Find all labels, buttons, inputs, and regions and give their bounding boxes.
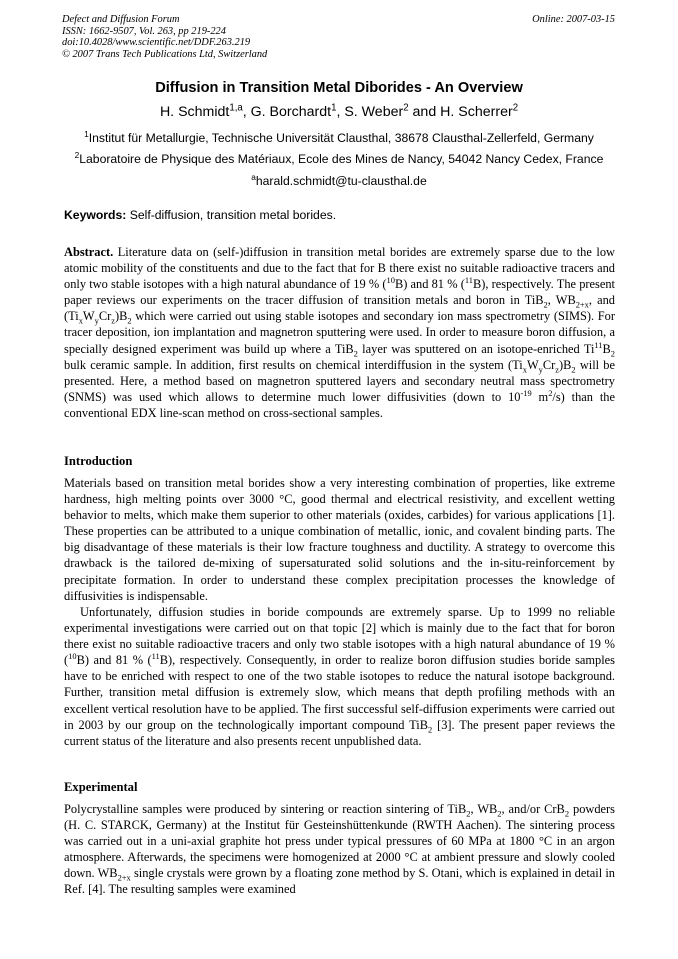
paragraph-text: , WB <box>470 802 498 816</box>
journal-header <box>62 14 615 60</box>
affiliation-mark: 2 <box>74 149 80 160</box>
paragraph-text: B) and 81 % ( <box>76 653 152 668</box>
subscript: 2 <box>564 808 570 819</box>
author-affiliation-mark: 2 <box>403 102 409 114</box>
journal-name: Defect and Diffusion Forum <box>62 14 180 25</box>
subscript: 2 <box>427 724 433 735</box>
subscript: 2 <box>353 348 358 359</box>
author-affiliation-mark: 1 <box>331 102 337 114</box>
paragraph-text: Unfortunately, diffusion studies in boride compounds are extremely sparse. Up to 1999 no reliable experimental investigations were carried out on that topic [2] which is mainly due to the fact that for boron there exist no suitable radioactive tracers and only two stable isotopes with a high natural abundance of 19 % ( <box>64 605 615 668</box>
subscript: x <box>78 315 83 326</box>
abstract-text: Cr <box>98 309 112 324</box>
subscript: z <box>111 315 115 326</box>
subscript: y <box>538 364 543 375</box>
author-name: H. Schmidt <box>159 104 230 120</box>
superscript: 11 <box>464 275 473 286</box>
author-name: H. Scherrer <box>440 104 513 120</box>
abstract-text: )B <box>114 309 128 324</box>
paragraph-text: , and/or CrB <box>501 802 565 816</box>
abstract-text: m <box>531 389 549 404</box>
subscript: 2 <box>571 364 576 375</box>
journal-issn: ISSN: 1662-9507, Vol. 263, pp 219-224 <box>62 25 226 37</box>
subscript: 2 <box>466 808 471 819</box>
superscript: 11 <box>594 339 603 350</box>
author-separator: , <box>242 104 251 120</box>
superscript: -19 <box>520 387 532 398</box>
abstract-text: Cr <box>542 357 556 372</box>
journal-copyright: © 2007 Trans Tech Publications Ltd, Switzerland <box>62 48 268 60</box>
abstract-label: Abstract. <box>64 245 114 259</box>
author-list <box>0 104 678 120</box>
paragraph-text: single crystals were grown by a floating zone method by S. Otani, which is explained in detail in Ref. [4]. The resulting samples were examined <box>64 866 616 897</box>
email-address: harald.schmidt@tu-clausthal.de <box>255 174 427 188</box>
affiliation-text: Institut für Metallurgie, Technische Universität Clausthal, 38678 Clausthal-Zellerfeld, Germany <box>88 131 594 145</box>
introduction-paragraph-2 <box>64 604 615 749</box>
journal-doi: doi:10.4028/www.scientific.net/DDF.263.219 <box>62 37 251 49</box>
paper-title: Diffusion in Transition Metal Diborides - An Overview <box>155 80 523 96</box>
paragraph-text: Polycrystalline samples were produced by sintering or reaction sintering of TiB <box>64 802 467 816</box>
abstract-text: /s) than the conventional EDX line-scan method on cross-sectional samples. <box>64 389 615 420</box>
paragraph-text: [3]. The present paper reviews the current status of the literature and also presents recent unpublished data. <box>64 717 615 748</box>
introduction-paragraph-1: Materials based on transition metal borides show a very interesting combination of properties, like extreme hardness, high melting points over 3000 °C, good thermal and electrical resistivity, and excellent wetting behavior to melts, which make them superior to other materials (oxides, carbides) for various applications [1]. These properties can be attributed to a unique combination of metallic, ionic, and covalent binding parts. The big disadvantage of these materials is their low fracture toughness and ductility. A strategy to overcome this drawback is the tailored de-mixing of supersaturated solid solutions and the in-situ-reinforcement by precipitate formation. In order to understand these complex precipitation processes the knowledge of diffusivities is indispensable. <box>64 476 615 603</box>
superscript: 11 <box>151 651 160 662</box>
online-date: Online: 2007-03-15 <box>532 14 615 25</box>
affiliation-2 <box>0 149 678 166</box>
affiliation-1 <box>0 128 678 145</box>
author-name: S. Weber <box>344 104 404 120</box>
keywords-text: Self-diffusion, transition metal borides. <box>126 208 337 222</box>
keywords-label: Keywords: <box>64 208 127 222</box>
author-separator: and <box>408 104 441 120</box>
abstract-text: , and (Ti <box>64 293 615 324</box>
abstract-text: which were carried out using stable isotopes and secondary ion mass spectrometry (SIMS). For tracer deposition, ion implantation and magnetron sputtering were used. In order to measure boron diffusion, a specially designed experiment was build up where a TiB <box>64 309 615 356</box>
email-mark: a <box>251 171 256 182</box>
author-affiliation-mark: 1,a <box>229 102 243 114</box>
affiliation-text: Laboratoire de Physique des Matériaux, Ecole des Mines de Nancy, 54042 Nancy Cedex, France <box>79 152 604 166</box>
abstract-text: will be presented. Here, a method based on magnetron sputtered layers and secondary neutral mass spectrometry (SNMS) was used which allows to determine much lower diffusivities (down to 10 <box>64 357 615 404</box>
abstract <box>64 244 615 421</box>
subscript: 2+x <box>575 299 589 310</box>
abstract-text: W <box>526 357 539 372</box>
author-affiliation-mark: 2 <box>512 102 519 114</box>
abstract-text: B) and 81 % ( <box>394 277 465 292</box>
experimental-paragraph <box>64 801 615 898</box>
superscript: 2 <box>548 387 553 398</box>
paragraph-text: B), respectively. Consequently, in order to realize boron diffusion studies boride samples have to be enriched with respect to one of the two stable isotopes to reduce the natural isotope background. Further, transition metal diffusion is extremely slow, which means that depth profiling methods with an excellent vertical resolution have to be applied. The first successful self-diffusion experiments were carried out in 2003 by our group on the technologically important compound TiB <box>64 653 615 732</box>
introduction-heading: Introduction <box>64 454 133 468</box>
subscript: z <box>555 364 559 375</box>
abstract-text: bulk ceramic sample. In addition, first results on chemical interdiffusion in the system (Ti <box>64 357 523 372</box>
abstract-text: W <box>82 309 95 324</box>
author-separator: , <box>336 104 345 120</box>
superscript: 10 <box>68 651 77 662</box>
subscript: 2 <box>610 348 615 359</box>
affiliation-mark: 1 <box>84 128 89 139</box>
subscript: x <box>522 364 527 375</box>
subscript: 2 <box>127 315 132 326</box>
abstract-text: B <box>602 341 611 356</box>
subscript: y <box>94 315 99 326</box>
subscript: 2 <box>497 808 502 819</box>
subscript: 2+x <box>117 872 131 883</box>
abstract-text: layer was sputtered on an isotope-enriched Ti <box>357 341 595 356</box>
subscript: 2 <box>543 299 548 310</box>
abstract-text: , WB <box>547 293 576 308</box>
author-name: G. Borchardt <box>250 104 332 120</box>
keywords <box>64 208 615 222</box>
paragraph-text: powders (H. C. STARCK, Germany) at the Institut für Gesteinshüttenkunde (RWTH Aachen). The sintering process was carried out in a uni-axial graphite hot press under typical pressures of 60 MPa at 1800 °C in an argon atmosphere. Afterwards, the specimens were homogenized at 2000 °C at ambient pressure and slowly cooled down. WB <box>64 802 615 881</box>
abstract-text: Literature data on (self-)diffusion in transition metal borides are extremely sparse due to the low atomic mobility of the constituents and due to the fact that for B there exist no suitable radioactive tracers and only two stable isotopes with a high natural abundance of 19 % ( <box>64 245 615 292</box>
abstract-text: )B <box>559 357 572 372</box>
abstract-text: B), respectively. The present paper reviews our experiments on the tracer diffusion of transition metals and boron in TiB <box>64 277 615 308</box>
superscript: 10 <box>386 275 395 286</box>
corresponding-email <box>0 171 678 188</box>
experimental-heading: Experimental <box>64 780 138 794</box>
